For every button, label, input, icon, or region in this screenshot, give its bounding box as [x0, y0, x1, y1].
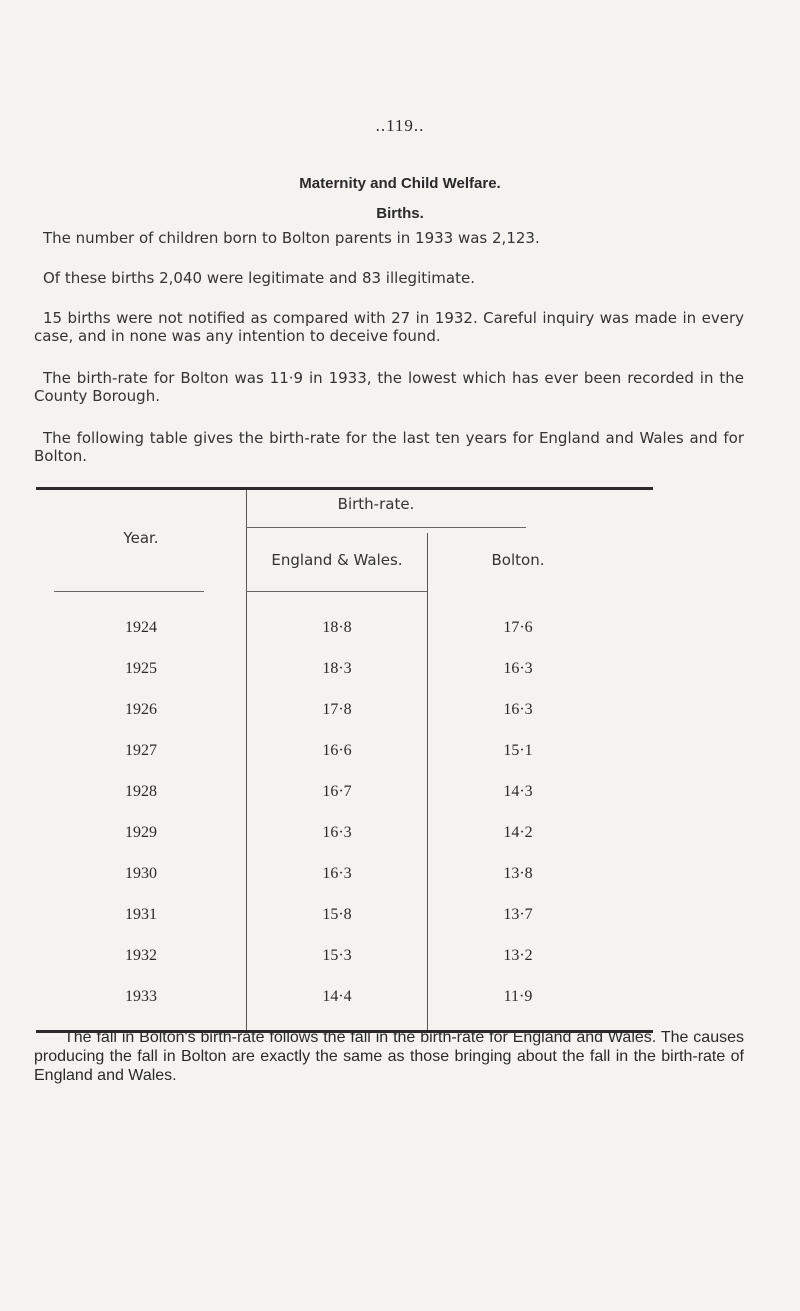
cell-england-wales: 17·8	[322, 701, 352, 718]
cell-bolton: 15·1	[503, 742, 533, 759]
table-top-rule	[36, 487, 653, 490]
cell-year: 1924	[125, 619, 157, 636]
table-header-rule-mid	[246, 591, 427, 592]
table-row	[36, 741, 653, 779]
cell-year: 1925	[125, 660, 157, 677]
cell-england-wales: 18·8	[322, 619, 352, 636]
paragraph-table-intro: The following table gives the birth-rate for the last ten years for England and Wales and for Bolton.	[34, 429, 744, 465]
header-bolton: Bolton.	[491, 551, 545, 569]
header-england-wales: England & Wales.	[271, 551, 403, 569]
table-header-rule-left	[54, 591, 204, 592]
cell-bolton: 13·7	[503, 906, 533, 923]
cell-bolton: 16·3	[503, 660, 533, 677]
cell-year: 1927	[125, 742, 157, 759]
cell-year: 1933	[125, 988, 157, 1005]
table-row	[36, 700, 653, 738]
page-number: ..119..	[375, 116, 425, 135]
cell-year: 1929	[125, 824, 157, 841]
header-year: Year.	[123, 529, 159, 547]
cell-bolton: 13·8	[503, 865, 533, 882]
cell-england-wales: 15·8	[322, 906, 352, 923]
cell-year: 1932	[125, 947, 157, 964]
table-row	[36, 905, 653, 943]
subsection-heading: Births.	[376, 205, 424, 222]
table-row	[36, 782, 653, 820]
cell-year: 1931	[125, 906, 157, 923]
cell-england-wales: 16·7	[322, 783, 352, 800]
cell-england-wales: 16·6	[322, 742, 352, 759]
cell-year: 1926	[125, 701, 157, 718]
cell-bolton: 13·2	[503, 947, 533, 964]
table-row	[36, 659, 653, 697]
cell-england-wales: 15·3	[322, 947, 352, 964]
cell-england-wales: 16·3	[322, 824, 352, 841]
paragraph-notifications: 15 births were not notified as compared with 27 in 1932. Careful inquiry was made in every case, and in none was any intention to deceive found.	[34, 309, 744, 345]
cell-england-wales: 14·4	[322, 988, 352, 1005]
header-birth-rate: Birth-rate.	[337, 495, 415, 513]
paragraph-legitimacy: Of these births 2,040 were legitimate and 83 illegitimate.	[43, 269, 475, 287]
table-row	[36, 946, 653, 984]
table-row	[36, 987, 653, 1025]
paragraph-conclusion: The fall in Bolton's birth-rate follows the fall in the birth-rate for England and Wales. The causes producing the fall in Bolton are exactly the same as those bringing about the fall in the birth-rate of England and Wales.	[34, 1029, 744, 1084]
table-header-subrule	[246, 527, 526, 528]
birth-rate-table	[36, 487, 653, 1036]
cell-bolton: 17·6	[503, 619, 533, 636]
table-row	[36, 618, 653, 656]
cell-bolton: 16·3	[503, 701, 533, 718]
section-heading: Maternity and Child Welfare.	[299, 175, 501, 192]
cell-year: 1930	[125, 865, 157, 882]
paragraph-birth-rate: The birth-rate for Bolton was 11·9 in 1933, the lowest which has ever been recorded in the County Borough.	[34, 369, 744, 405]
cell-england-wales: 18·3	[322, 660, 352, 677]
paragraph-total-births: The number of children born to Bolton parents in 1933 was 2,123.	[43, 229, 540, 247]
cell-bolton: 14·2	[503, 824, 533, 841]
table-row	[36, 823, 653, 861]
cell-bolton: 11·9	[503, 988, 533, 1005]
cell-year: 1928	[125, 783, 157, 800]
cell-england-wales: 16·3	[322, 865, 352, 882]
cell-bolton: 14·3	[503, 783, 533, 800]
table-row	[36, 864, 653, 902]
